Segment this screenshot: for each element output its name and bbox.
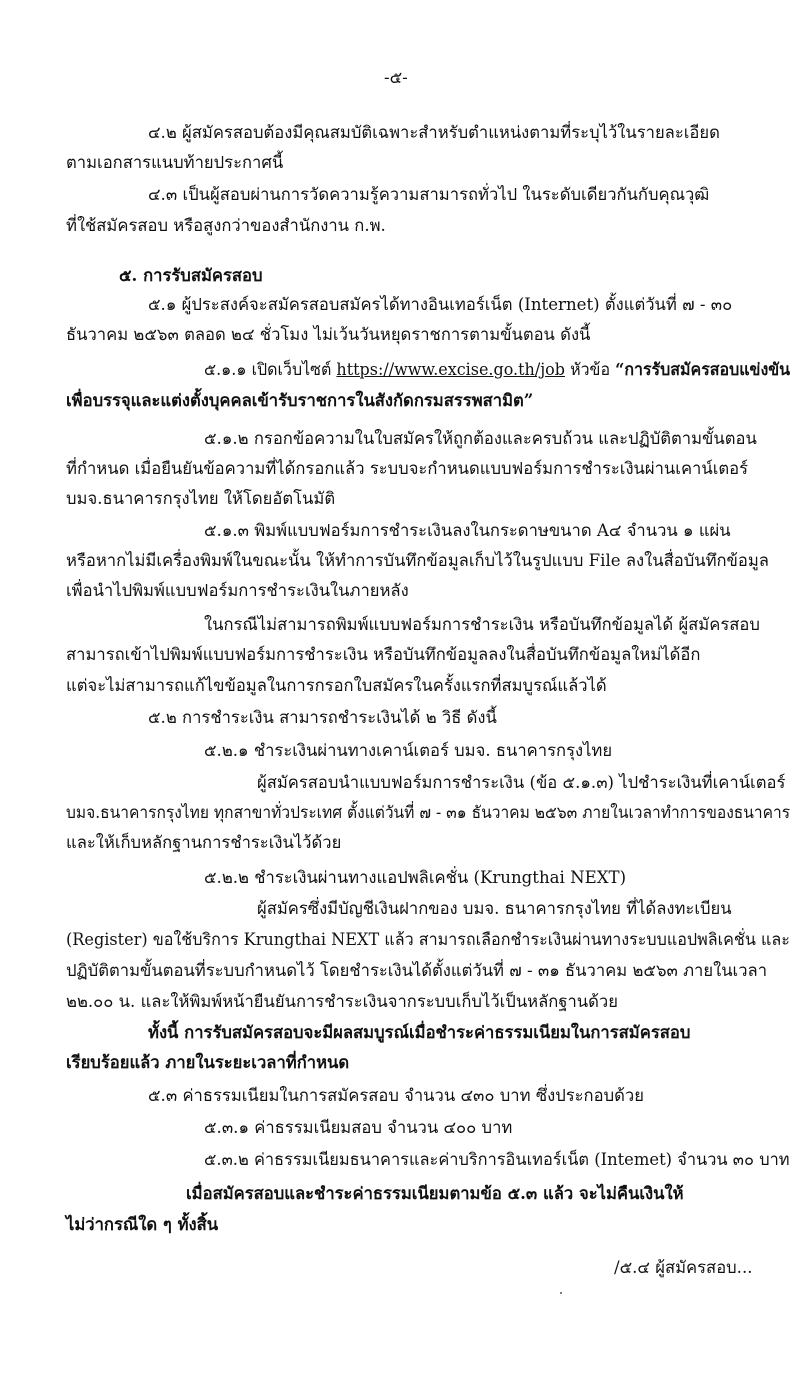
completion-note-line2: เรียบร้อยแล้ว ภายในระยะเวลาที่กำหนด	[66, 1052, 350, 1072]
item-5-1-line1: ๕.๑ ผู้ประสงค์จะสมัครสอบสมัครได้ทางอินเทอร์เน็ต (Internet) ตั้งแต่วันที่ ๗ - ๓๐	[148, 295, 733, 314]
item-5-3-1: ๕.๓.๑ ค่าธรรมเนียมสอบ จำนวน ๔๐๐ บาท	[204, 1118, 513, 1137]
note-5-1-3-line3: แต่จะไม่สามารถแก้ไขข้อมูลในการกรอกใบสมัครในครั้งแรกที่สมบูรณ์แล้วได้	[66, 676, 607, 695]
item-5-1-1-title-part2: เพื่อบรรจุและแต่งตั้งบุคคลเข้ารับราชการในสังกัดกรมสรรพสามิต”	[66, 390, 534, 410]
item-5-2-2-line1: ผู้สมัครซึ่งมีบัญชีเงินฝากของ บมจ. ธนาคารกรุงไทย ที่ได้ลงทะเบียน	[257, 899, 732, 918]
item-4-3-line1: ๔.๓ เป็นผู้สอบผ่านการวัดความรู้ความสามารถทั่วไป ในระดับเดียวกันกับคุณวุฒิ	[148, 185, 710, 204]
item-5-1-2-line1: ๕.๑.๒ กรอกข้อความในใบสมัครให้ถูกต้องและครบถ้วน และปฏิบัติตามขั้นตอน	[204, 429, 757, 448]
item-5-1-3-line3: เพื่อนำไปพิมพ์แบบฟอร์มการชำระเงินในภายหลัง	[66, 581, 409, 600]
item-5-1-3-line2: หรือหากไม่มีเครื่องพิมพ์ในขณะนั้น ให้ทำการบันทึกข้อมูลเก็บไว้ในรูปแบบ File ลงในสื่อบันทึกข้อมูล	[66, 551, 769, 570]
item-5-1-2-line3: บมจ.ธนาคารกรุงไทย ให้โดยอัตโนมัติ	[66, 489, 336, 508]
item-4-2-line2: ตามเอกสารแนบท้ายประกาศนี้	[66, 153, 284, 172]
refund-note-line1: เมื่อสมัครสอบและชำระค่าธรรมเนียมตามข้อ ๕.๓ แล้ว จะไม่คืนเงินให้	[186, 1183, 684, 1203]
item-5-1-3-line1: ๕.๑.๓ พิมพ์แบบฟอร์มการชำระเงินลงในกระดาษขนาด A๔ จำนวน ๑ แผ่น	[204, 521, 731, 540]
item-4-3-line2: ที่ใช้สมัครสอบ หรือสูงกว่าของสำนักงาน ก.พ.	[66, 216, 386, 235]
item-5-1-1-title-part1: “การรับสมัครสอบแข่งขัน	[615, 359, 791, 379]
item-5-2-1-line3: และให้เก็บหลักฐานการชำระเงินไว้ด้วย	[66, 833, 342, 852]
note-5-1-3-line2: สามารถเข้าไปพิมพ์แบบฟอร์มการชำระเงิน หรือบันทึกข้อมูลลงในสื่อบันทึกข้อมูลใหม่ได้อีก	[66, 645, 701, 664]
item-5-1-line2: ธันวาคม ๒๕๖๓ ตลอด ๒๔ ชั่วโมง ไม่เว้นวันหยุดราชการตามขั้นตอน ดังนี้	[66, 325, 591, 344]
item-5-2-1-line1: ผู้สมัครสอบนำแบบฟอร์มการชำระเงิน (ข้อ ๕.๑.๓) ไปชำระเงินที่เคาน์เตอร์	[257, 773, 786, 792]
item-5-3-2: ๕.๓.๒ ค่าธรรมเนียมธนาคารและค่าบริการอินเทอร์เน็ต (Intemet) จำนวน ๓๐ บาท	[204, 1150, 790, 1169]
item-5-2-1-line2: บมจ.ธนาคารกรุงไทย ทุกสาขาทั่วประเทศ ตั้งแต่วันที่ ๗ - ๓๑ ธันวาคม ๒๕๖๓ ภายในเวลาทำการของธนาคาร	[66, 803, 791, 822]
item-5-1-2-line2: ที่กำหนด เมื่อยืนยันข้อความที่ได้กรอกแล้ว ระบบจะกำหนดแบบฟอร์มการชำระเงินผ่านเคาน์เตอร์	[66, 459, 749, 478]
completion-note-line1: ทั้งนี้ การรับสมัครสอบจะมีผลสมบูรณ์เมื่อชำระค่าธรรมเนียมในการสมัครสอบ	[148, 1022, 691, 1042]
section-5-heading: ๕. การรับสมัครสอบ	[119, 265, 263, 285]
item-5-1-1-middle: หัวข้อ	[564, 360, 616, 379]
note-5-1-3-line1: ในกรณีไม่สามารถพิมพ์แบบฟอร์มการชำระเงิน หรือบันทึกข้อมูลได้ ผู้สมัครสอบ	[204, 615, 760, 634]
job-website-link[interactable]: https://www.excise.go.th/job	[336, 360, 565, 379]
item-5-2-line1: ๕.๒ การชำระเงิน สามารถชำระเงินได้ ๒ วิธี ดังนี้	[148, 708, 497, 727]
page-number: -๕-	[384, 68, 408, 87]
item-5-2-1-title: ๕.๒.๑ ชำระเงินผ่านทางเคาน์เตอร์ บมจ. ธนาคารกรุงไทย	[204, 741, 613, 760]
refund-note-line2: ไม่ว่ากรณีใด ๆ ทั้งสิ้น	[66, 1214, 219, 1234]
item-5-2-2-title: ๕.๒.๒ ชำระเงินผ่านทางแอปพลิเคชั่น (Krungthai NEXT)	[204, 868, 627, 887]
continuation-note: /๕.๔ ผู้สมัครสอบ...	[614, 1258, 753, 1277]
item-4-2-line1: ๔.๒ ผู้สมัครสอบต้องมีคุณสมบัติเฉพาะสำหรับตำแหน่งตามที่ระบุไว้ในรายละเอียด	[148, 123, 720, 142]
item-5-2-2-line4: ๒๒.๐๐ น. และให้พิมพ์หน้ายืนยันการชำระเงินจากระบบเก็บไว้เป็นหลักฐานด้วย	[66, 992, 618, 1011]
speck-mark	[560, 1292, 562, 1294]
item-5-3-line1: ๕.๓ ค่าธรรมเนียมในการสมัครสอบ จำนวน ๔๓๐ บาท ซึ่งประกอบด้วย	[148, 1086, 644, 1105]
item-5-1-1-line1	[204, 354, 790, 384]
item-5-2-2-line2: (Register) ขอใช้บริการ Krungthai NEXT แล้ว สามารถเลือกชำระเงินผ่านทางระบบแอปพลิเคชั่น และ	[66, 930, 790, 949]
item-5-2-2-line3: ปฏิบัติตามขั้นตอนที่ระบบกำหนดไว้ โดยชำระเงินได้ตั้งแต่วันที่ ๗ - ๓๑ ธันวาคม ๒๕๖๓ ภายในเวลา	[66, 961, 768, 980]
item-5-1-1-prefix: ๕.๑.๑ เปิดเว็บไซต์	[204, 360, 337, 379]
